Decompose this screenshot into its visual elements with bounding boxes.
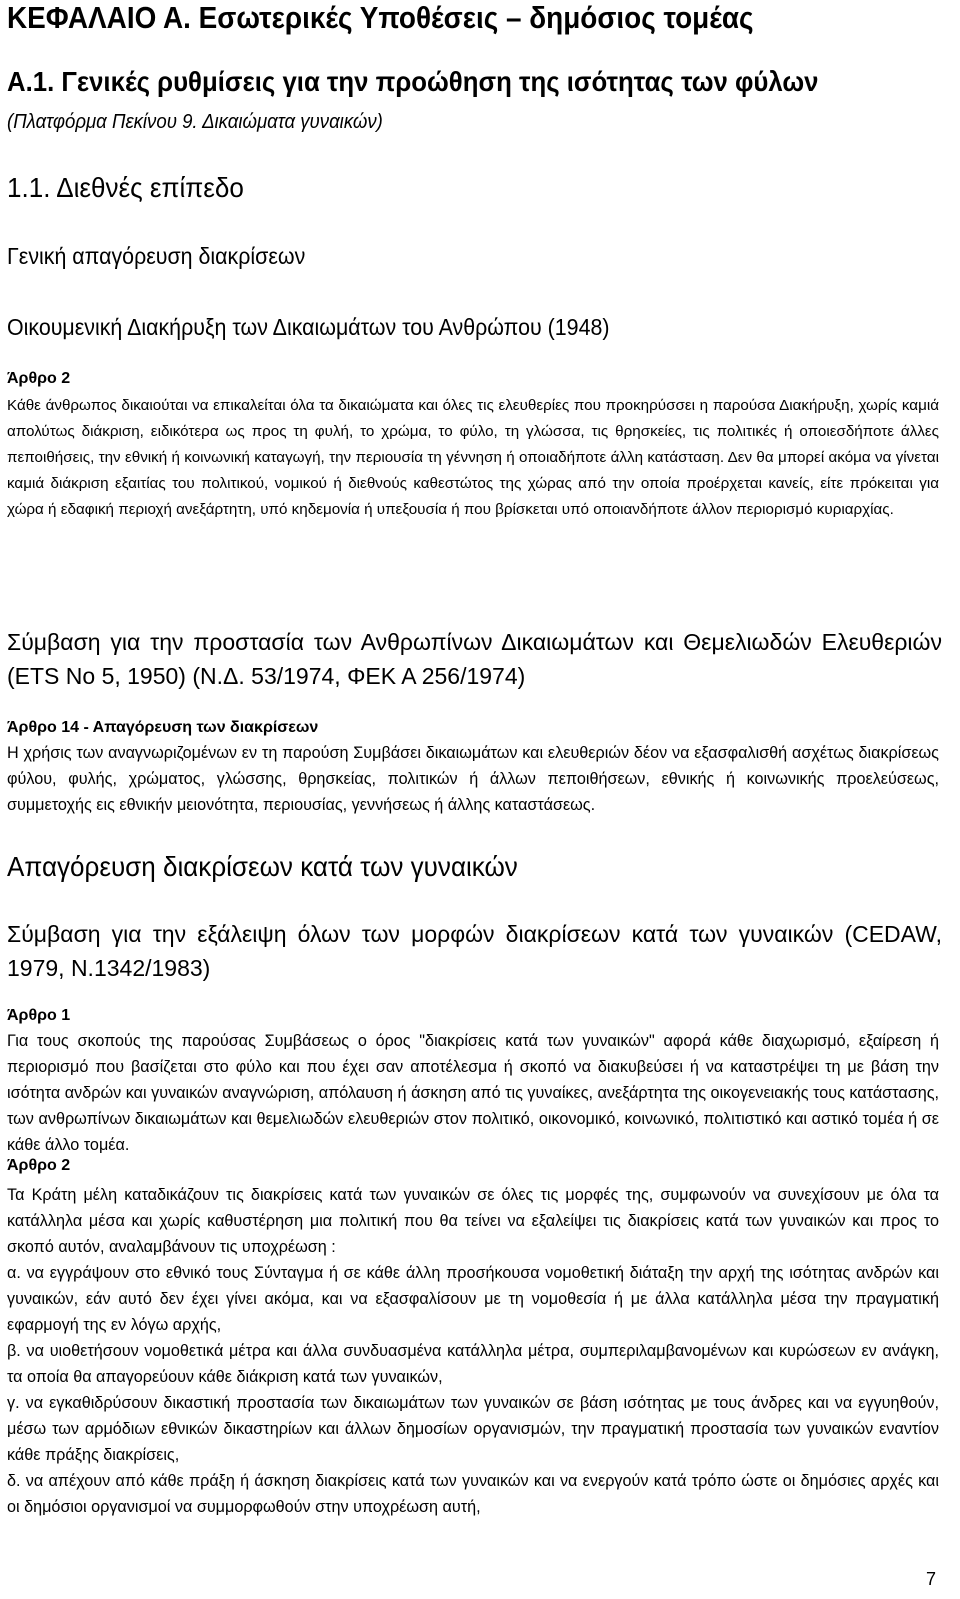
chapter-title: ΚΕΦΑΛΑΙΟ Α. Εσωτερικές Υποθέσεις – δημόσιος τομέας <box>7 0 754 35</box>
echr-title: Σύμβαση για την προστασία των Ανθρωπίνων Δικαιωμάτων και Θεμελιωδών Ελευθεριών (ETS No 5, 1950) (Ν.Δ. 53/1974, ΦΕΚ Α 256/1974) <box>7 629 942 689</box>
echr-article-text: Η χρήσις των αναγνωριζομένων εν τη παρούση Συμβάσει δικαιωμάτων και ελευθεριών δέον να εξασφαλισθή ασχέτως διακρίσεως φύλου, φυλής, χρώματος, γλώσσης, θρησκείας, πολιτικών ή άλλων πεποιθήσεων, εθνικής ή κοινωνικής προελεύσεως, συμμετοχής εις εθνικήν μειονότητα, περιουσίας, γεννήσεως ή άλλης καταστάσεως. <box>7 744 939 814</box>
cedaw-article2-label: Άρθρο 2 <box>7 1157 71 1174</box>
udhr-article-text: Κάθε άνθρωπος δικαιούται να επικαλείται όλα τα δικαιώματα και όλες τις ελευθερίες που προκηρύσσει η παρούσα Διακήρυξη, χωρίς καμιά απολύτως διάκριση, ειδικότερα ως προς τη φυλή, το χρώμα, το φύλο, τη γλώσσα, τις θρησκείες, τις πολιτικές ή οποιεσδήποτε άλλες πεποιθήσεις, την εθνική ή κοινωνική καταγωγή, την περιουσία τη γέννηση ή οποιαδήποτε άλλη κατάσταση. Δεν θα μπορεί ακόμα να γίνεται καμιά διάκριση εξαιτίας του πολιτικού, νομικού ή διεθνούς καθεστώτος της χώρας από την οποία προέρχεται κανείς, είτε πρόκειται για χώρα ή εδαφική περιοχή ανεξάρτητη, υπό κηδεμονία ή υπεξουσία ή που βρίσκεται υπό οποιανδήποτε άλλον περιορισμό κυριαρχίας. <box>7 397 939 518</box>
topic-women-heading: Απαγόρευση διακρίσεων κατά των γυναικών <box>7 851 518 882</box>
cedaw-article1-text: Για τους σκοπούς της παρούσας Συμβάσεως ο όρος "διακρίσεις κατά των γυναικών" αφορά κάθε διαχωρισμό, εξαίρεση ή περιορισμό που βασίζεται στο φύλο και που έχει σαν αποτέλεσμα ή σκοπό να διακυβεύσει ή να καταστρέψει τη με βάση την ισότητα ανδρών και γυναικών αναγνώριση, απόλαυση ή άσκηση από τις γυναίκες, ανεξάρτητα της οικογενειακής τους κατάστασης, των ανθρωπίνων δικαιωμάτων και θεμελιωδών ελευθεριών στον πολιτικό, οικονομικό, κοινωνικό, πολιτιστικό και αστικό τομέα ή σε κάθε άλλο τομέα. <box>7 1032 939 1154</box>
cedaw-item-a: α. να εγγράψουν στο εθνικό τους Σύνταγμα ή σε κάθε άλλη προσήκουσα νομοθετική διάταξη την αρχή της ισότητας ανδρών και γυναικών, εάν αυτό δεν έχει γίνει ακόμα, και να εξασφαλίσουν με τη νομοθεσία ή με άλλα κατάλληλα μέσα την πραγματική εφαρμογή της εν λόγω αρχής, <box>7 1264 939 1334</box>
topic-general-heading: Γενική απαγόρευση διακρίσεων <box>7 243 306 269</box>
section-subtitle: (Πλατφόρμα Πεκίνου 9. Δικαιώματα γυναικών) <box>7 111 383 133</box>
cedaw-item-d: δ. να απέχουν από κάθε πράξη ή άσκηση διακρίσεις κατά των γυναικών και να ενεργούν κατά τρόπο ώστε οι δημόσιες αρχές και οι δημόσιοι οργανισμοί να συμμορφωθούν στην υποχρέωση αυτή, <box>7 1472 939 1516</box>
subsection-title: 1.1. Διεθνές επίπεδο <box>7 172 244 203</box>
cedaw-article1-label: Άρθρο 1 <box>7 1007 71 1024</box>
cedaw-item-c: γ. να εγκαθιδρύσουν δικαστική προστασία των δικαιωμάτων των γυναικών σε βάση ισότητας με τους άνδρες και να εγγυηθούν, μέσω των αρμόδιων εθνικών δικαστηρίων και άλλων δημοσίων οργανισμών, την πραγματική προστασία των γυναικών εναντίον κάθε πράξης διακρίσεις, <box>7 1394 939 1464</box>
page-number: 7 <box>925 1569 936 1589</box>
echr-article-label: Άρθρο 14 - Απαγόρευση των διακρίσεων <box>7 719 319 736</box>
cedaw-item-b: β. να υιοθετήσουν νομοθετικά μέτρα και άλλα συνδυασμένα κατάλληλα μέτρα, συμπεριλαμβανομένων και κυρώσεων εν ανάγκη, τα οποία θα απαγορεύουν κάθε διάκριση κατά των γυναικών, <box>7 1342 939 1386</box>
cedaw-title: Σύμβαση για την εξάλειψη όλων των μορφών διακρίσεων κατά των γυναικών (CEDAW, 1979, Ν.1342/1983) <box>7 921 942 981</box>
cedaw-article2-intro: Τα Κράτη μέλη καταδικάζουν τις διακρίσεις κατά των γυναικών σε όλες τις μορφές της, συμφωνούν να συνεχίσουν με όλα τα κατάλληλα μέσα και χωρίς καθυστέρηση μια πολιτική που θα τείνει να εξαλείψει τις διακρίσεις κατά των γυναικών και προς το σκοπό αυτόν, αναλαμβάνουν τις υποχρέωση : <box>7 1186 939 1256</box>
udhr-title: Οικουμενική Διακήρυξη των Δικαιωμάτων του Ανθρώπου (1948) <box>7 314 610 340</box>
udhr-article-label: Άρθρο 2 <box>7 370 71 387</box>
section-title: Α.1. Γενικές ρυθμίσεις για την προώθηση της ισότητας των φύλων <box>7 66 819 97</box>
